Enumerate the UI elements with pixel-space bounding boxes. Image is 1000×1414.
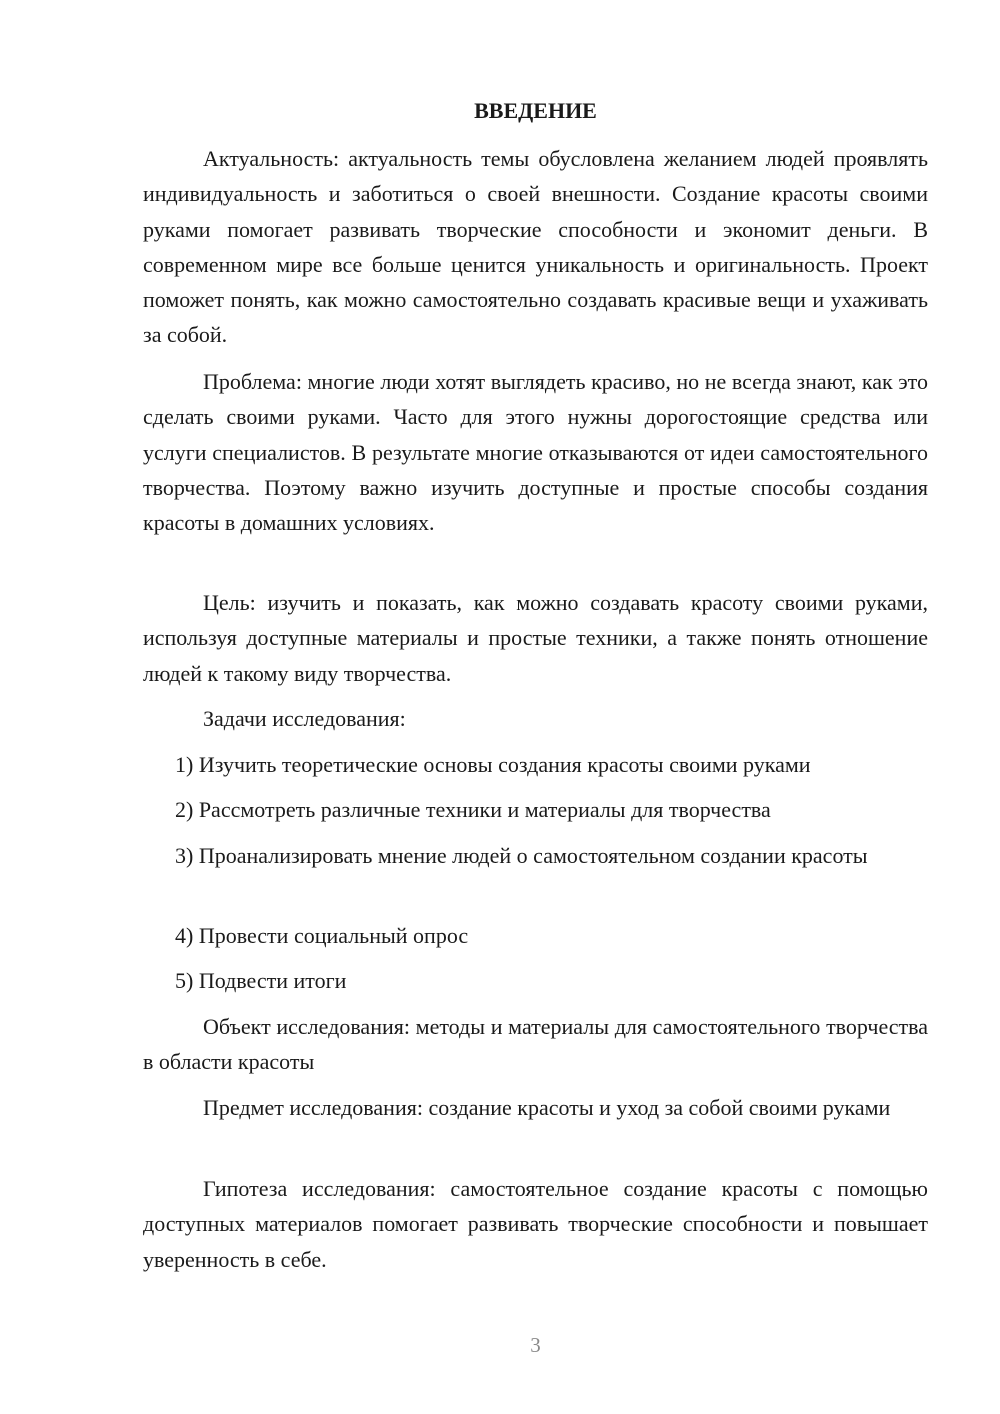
task-item-2: 2) Рассмотреть различные техники и материалы для творчества [175, 797, 771, 822]
hypothesis-paragraph: Гипотеза исследования: самостоятельное создание красоты с помощью доступных материалов помогает развивать творческие способности и повышает уверенность в себе. [143, 1176, 928, 1272]
problem-paragraph: Проблема: многие люди хотят выглядеть красиво, но не всегда знают, как это сделать своими руками. Часто для этого нужны дорогостоящие средства или услуги специалистов. В результате многие отказываются от идеи самостоятельного творчества. Поэтому важно изучить доступные и простые способы создания красоты в домашних условиях. [143, 369, 928, 536]
document-page [143, 0, 928, 1414]
section-title: ВВЕДЕНИЕ [474, 98, 597, 123]
task-item-4: 4) Провести социальный опрос [175, 923, 469, 948]
goal-paragraph: Цель: изучить и показать, как можно создавать красоту своими руками, используя доступные материалы и простые техники, а также понять отношение людей к такому виду творчества. [143, 590, 928, 686]
task-item-5: 5) Подвести итоги [175, 968, 347, 993]
task-item-1: 1) Изучить теоретические основы создания красоты своими руками [175, 752, 811, 777]
relevance-paragraph: Актуальность: актуальность темы обусловлена желанием людей проявлять индивидуальность и заботиться о своей внешности. Создание красоты своими руками помогает развивать творческие способности и экономит деньги. В современном мире все больше ценится уникальность и оригинальность. Проект поможет понять, как можно самостоятельно создавать красивые вещи и ухаживать за собой. [143, 146, 928, 348]
subject-paragraph: Предмет исследования: создание красоты и уход за собой своими руками [203, 1095, 891, 1120]
page-number: 3 [530, 1333, 541, 1357]
task-item-3: 3) Проанализировать мнение людей о самостоятельном создании красоты [175, 843, 868, 868]
object-paragraph: Объект исследования: методы и материалы для самостоятельного творчества в области красоты [143, 1014, 928, 1075]
tasks-heading: Задачи исследования: [203, 706, 406, 731]
